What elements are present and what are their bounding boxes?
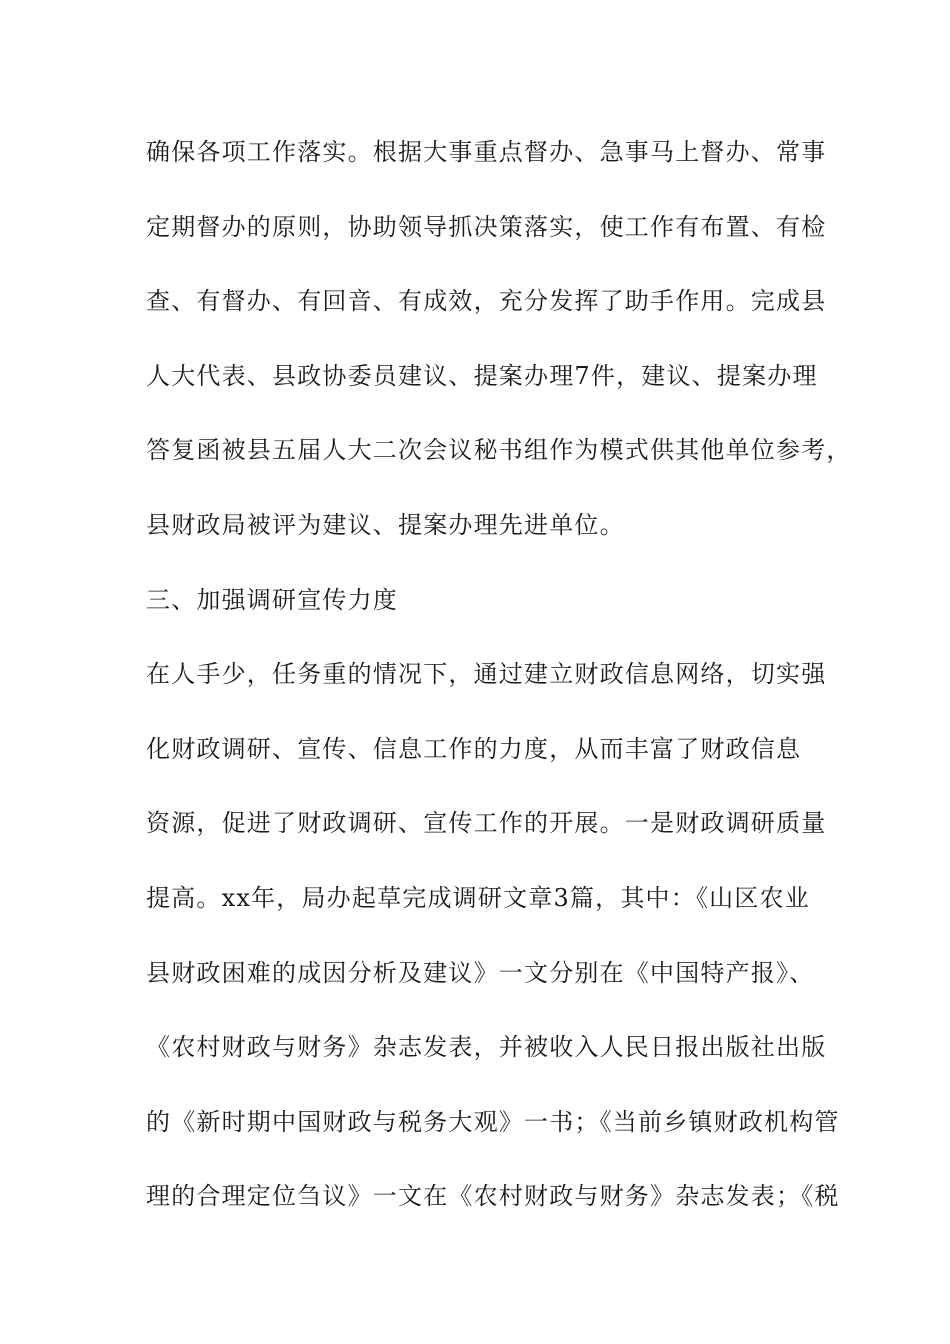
- text-line: 县财政困难的成因分析及建议》一文分别在《中国特产报》、: [146, 958, 815, 987]
- text-line: 《农村财政与财务》杂志发表，并被收入人民日报出版社出版: [146, 1033, 827, 1062]
- text-line: 县财政局被评为建议、提案办理先进单位。: [146, 510, 625, 539]
- text-line: 的《新时期中国财政与税务大观》一书；《当前乡镇财政机构管: [146, 1107, 840, 1136]
- text-line: 提高。xx年，局办起草完成调研文章3篇，其中：《山区农业: [146, 883, 810, 912]
- section-heading: 三、加强调研宣传力度: [146, 585, 398, 614]
- text-line: 答复函被县五届人大二次会议秘书组作为模式供其他单位参考，: [146, 436, 852, 465]
- text-line: 资源，促进了财政调研、宣传工作的开展。一是财政调研质量: [146, 809, 827, 838]
- text-line: 化财政调研、宣传、信息工作的力度，从而丰富了财政信息: [146, 734, 802, 763]
- text-line: 查、有督办、有回音、有成效，充分发挥了助手作用。完成县: [146, 287, 827, 316]
- text-line: 确保各项工作落实。根据大事重点督办、急事马上督办、常事: [146, 138, 827, 166]
- text-line: 在人手少，任务重的情况下，通过建立财政信息网络，切实强: [146, 660, 827, 689]
- text-line: 理的合理定位刍议》一文在《农村财政与财务》杂志发表；《税: [146, 1182, 840, 1211]
- text-line: 定期督办的原则，协助领导抓决策落实，使工作有布置、有检: [146, 212, 827, 241]
- text-line: 人大代表、县政协委员建议、提案办理7件，建议、提案办理: [146, 361, 818, 390]
- body-text: [146, 132, 852, 1251]
